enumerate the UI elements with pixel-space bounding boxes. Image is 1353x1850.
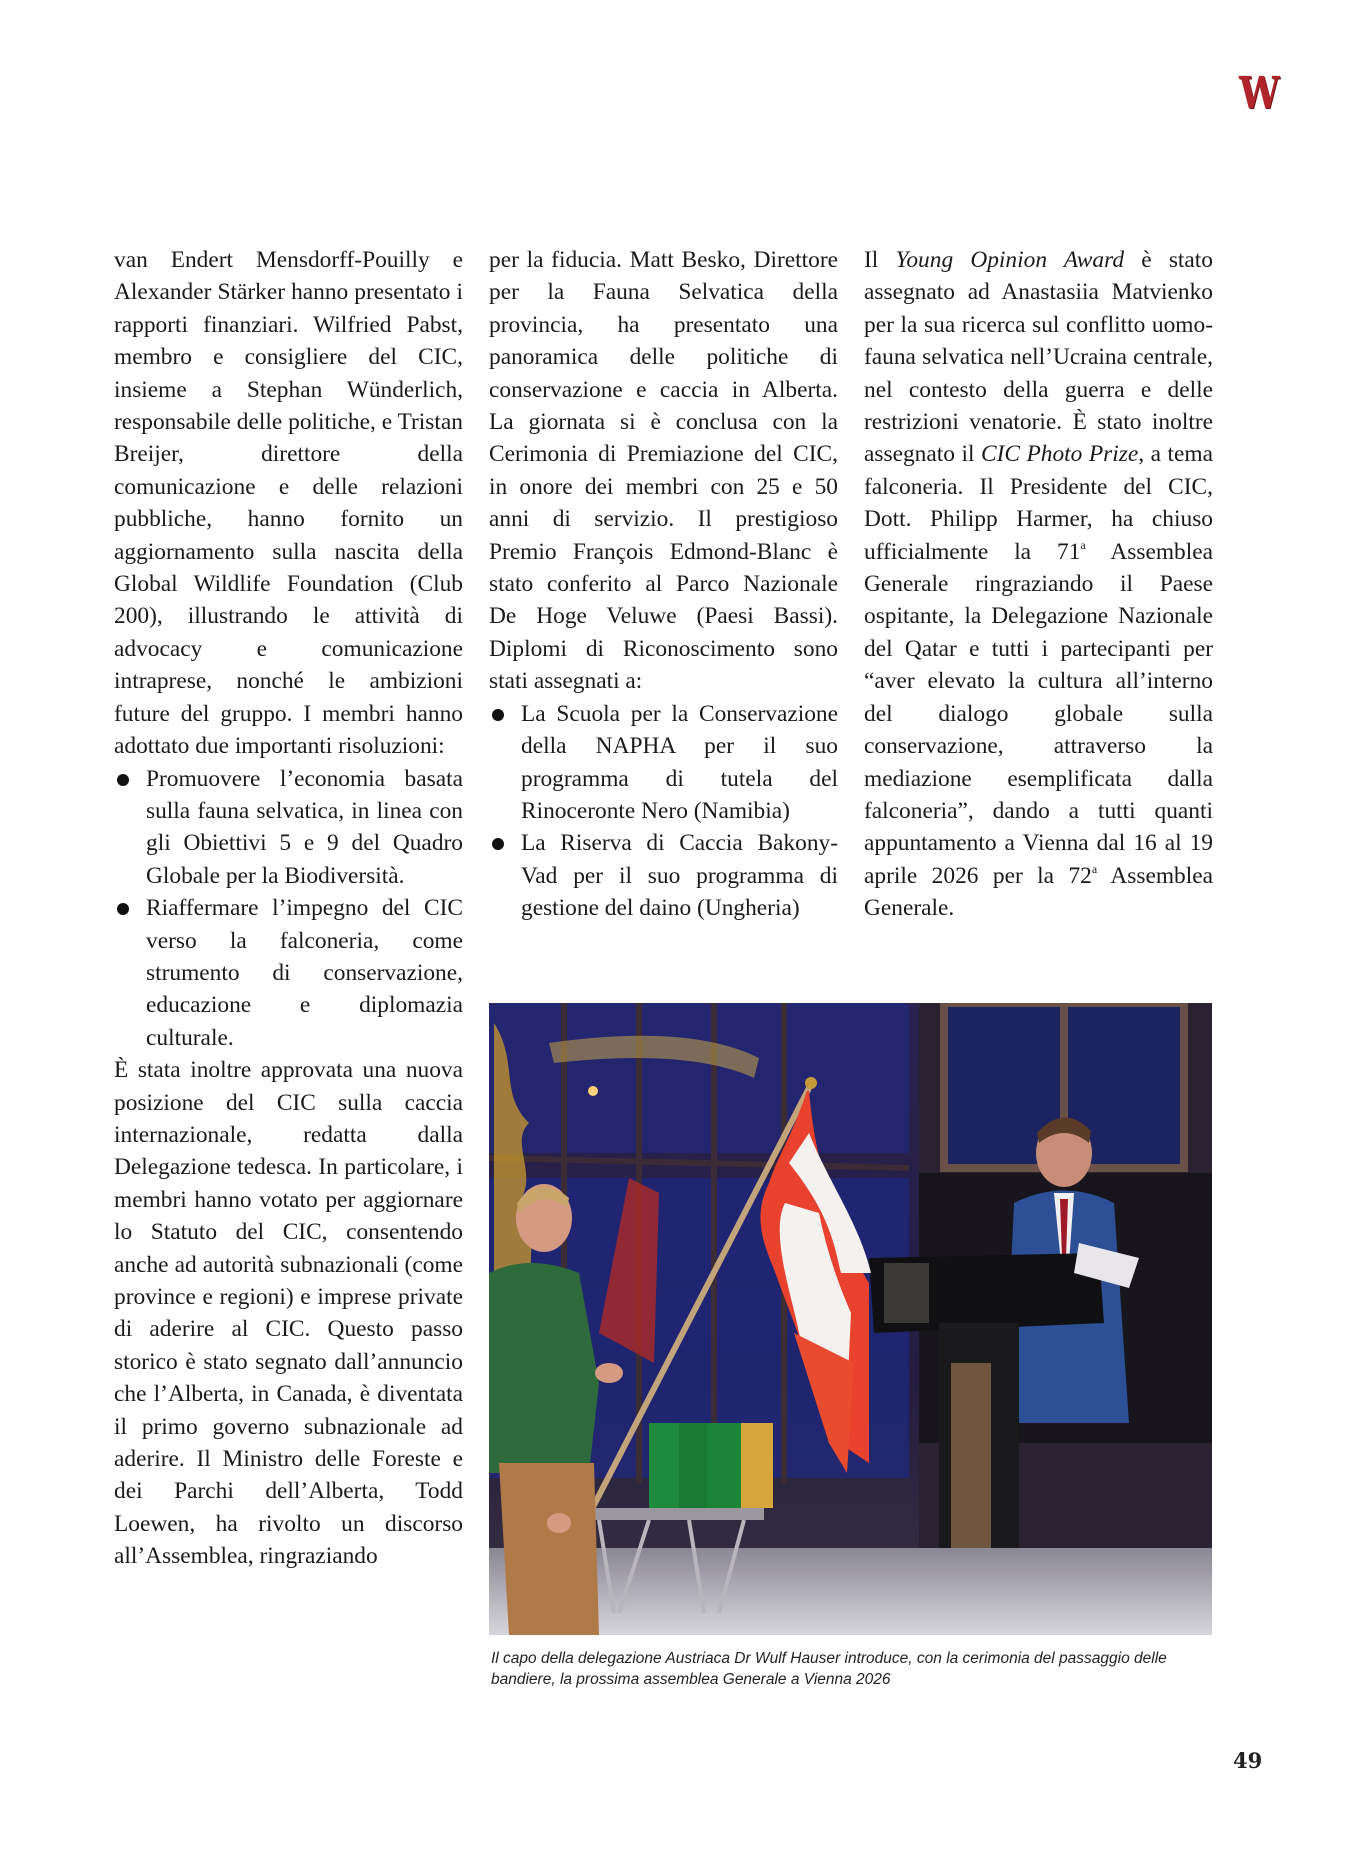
article-column-3 xyxy=(864,244,1213,925)
magazine-logo: W xyxy=(1239,68,1280,119)
prize-name: CIC Photo Prize xyxy=(980,441,1139,468)
list-item: La Scuola per la Conservazione della NAPHA per il suo programma di tutela del Rinoceronte Nero (Namibia) xyxy=(489,698,838,828)
paragraph: van Endert Mensdorff-Pouilly e Alexander Stärker hanno presentato i rapporti finanziari. Wilfried Pabst, membro e consigliere del CIC, insieme a Stephan Wünderlich, responsabile delle politiche, e Tristan Breijer, direttore della comunicazione e delle relazioni pubbliche, hanno fornito un aggiornamento sulla nascita della Global Wildlife Foundation (Club 200), illustrando le attività di advocacy e comunicazione intraprese, nonché le ambizioni future del gruppo. I membri hanno adottato due importanti risoluzioni: xyxy=(114,247,463,760)
list-item: Promuovere l’economia basata sulla fauna selvatica, in linea con gli Obiettivi 5 e 9 del Quadro Globale per la Biodiversità. xyxy=(114,763,463,893)
paragraph: Il Young Opinion Award è stato assegnato ad Anastasiia Matvienko per la sua ricerca sul conflitto uomo-fauna selvatica nell’Ucraina centrale, nel contesto della guerra e delle restrizioni venatorie. È stato inoltre assegnato il CIC Photo Prize, a tema falconeria. Il Presidente del CIC, Dott. Philipp Harmer, ha chiuso ufficialmente la 71$^a$ Assemblea Generale ringraziando il Paese ospitante, la Delegazione Nazionale del Qatar e tutti i partecipanti per “aver elevato la cultura all’interno del dialogo globale sulla conservazione, attraverso la mediazione esemplificata dalla falconeria”, dando a tutti quanti appuntamento a Vienna dal 16 al 19 aprile 2026 per la 72$^a$ Assemblea Generale. xyxy=(864,247,1213,922)
photo-caption: Il capo della delegazione Austriaca Dr Wulf Hauser introduce, con la cerimonia del passaggio delle bandiere, la prossima assemblea Generale a Vienna 2026 xyxy=(491,1650,1167,1688)
list-item: Riaffermare l’impegno del CIC verso la falconeria, come strumento di conservazione, educazione e diplomazia culturale. xyxy=(114,892,463,1054)
ceremony-photo xyxy=(489,1003,1212,1635)
bullet-icon xyxy=(492,709,504,721)
bullet-icon xyxy=(117,774,129,786)
paragraph: per la fiducia. Matt Besko, Direttore per la Fauna Selvatica della provincia, ha presentato una panoramica delle politiche di conservazione e caccia in Alberta. La giornata si è conclusa con la Cerimonia di Premiazione del CIC, in onore dei membri con 25 e 50 anni di servizio. Il prestigioso Premio François Edmond-Blanc è stato conferito al Parco Nazionale De Hoge Veluwe (Paesi Bassi). Diplomi di Riconoscimento sono stati assegnati a: xyxy=(489,247,838,695)
paragraph: È stata inoltre approvata una nuova posizione del CIC sulla caccia internazionale, redatta dalla Delegazione tedesca. In particolare, i membri hanno votato per aggiornare lo Statuto del CIC, consentendo anche ad autorità subnazionali (come province e regioni) e imprese private di aderire al CIC. Questo passo storico è stato segnato dall’annuncio che l’Alberta, in Canada, è diventata il primo governo subnazionale ad aderire. Il Ministro delle Foreste e dei Parchi dell’Alberta, Todd Loewen, ha rivolto un discorso all’Assemblea, ringraziando xyxy=(114,1057,463,1570)
bullet-icon xyxy=(492,838,504,850)
resolutions-list xyxy=(114,763,463,1055)
bullet-icon xyxy=(117,903,129,915)
page-number: 49 xyxy=(1233,1748,1263,1773)
article-column-2 xyxy=(489,244,838,925)
list-item: La Riserva di Caccia Bakony-Vad per il suo programma di gestione del daino (Ungheria) xyxy=(489,827,838,924)
diplomas-list xyxy=(489,698,838,925)
award-name: Young Opinion Award xyxy=(895,247,1125,273)
article-column-1 xyxy=(114,244,463,1573)
